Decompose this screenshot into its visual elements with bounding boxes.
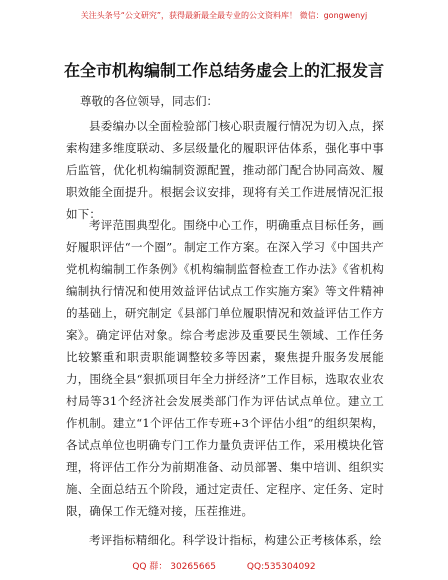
body-paragraph-intro: 县委编办以全面检验部门核心职责履行情况为切入点，探索构建多维度联动、多层级量化的履职评估体系，强化事中事后监管，优化机构编制资源配置，推动部门配合协同高效、履职效能全面提升。根据会议安排，现将有关工作进展情况汇报如下： <box>66 119 384 221</box>
document-title: 在全市机构编制工作总结务虚会上的汇报发言 <box>63 61 384 80</box>
salutation: 尊敬的各位领导，同志们： <box>80 94 218 108</box>
footer-qq-group: QQ 群： 30265665 <box>132 562 217 572</box>
footer-contact <box>0 559 448 572</box>
body-paragraph-scope: 考评范围典型化。围绕中心工作，明确重点目标任务，画好履职评估“一个圈”。制定工作方案。在深入学习《中国共产党机构编制工作条例》《机构编制监督检查工作办法》《省机构编制执行情况和使用效益评估试点工作实施方案》等文件精神的基础上，研究制定《县部门单位履职情况和效益评估工作方案》。确定评估对象。综合考虑涉及重要民生领域、工作任务比较繁重和职责职能调整较多等因素，聚焦提升服务发展能力，围绕全县“狠抓项目年全力拼经济”工作目标，选取农业农村局等31个经济社会发展类部门作为评估试点单位。建立工作机制。建立“1个评估工作专班+3个评估小组”的组织架构，各试点单位也明确专门工作力量负责评估工作，采用模块化管理，将评估工作分为前期准备、动员部署、集中培训、组织实施、全面总结五个阶段，通过定责任、定程序、定任务、定时限，确保工作无缝对接，压茬推进。 <box>66 218 384 518</box>
header-banner: 关注头条号“公文研究”，获得最新最全最专业的公文资料库！ 微信：gongwenyj <box>80 11 368 20</box>
footer-qq: QQ:535304092 <box>246 562 316 572</box>
body-paragraph-indicators: 考评指标精细化。科学设计指标，构建公正考核体系，绘 <box>89 533 382 547</box>
